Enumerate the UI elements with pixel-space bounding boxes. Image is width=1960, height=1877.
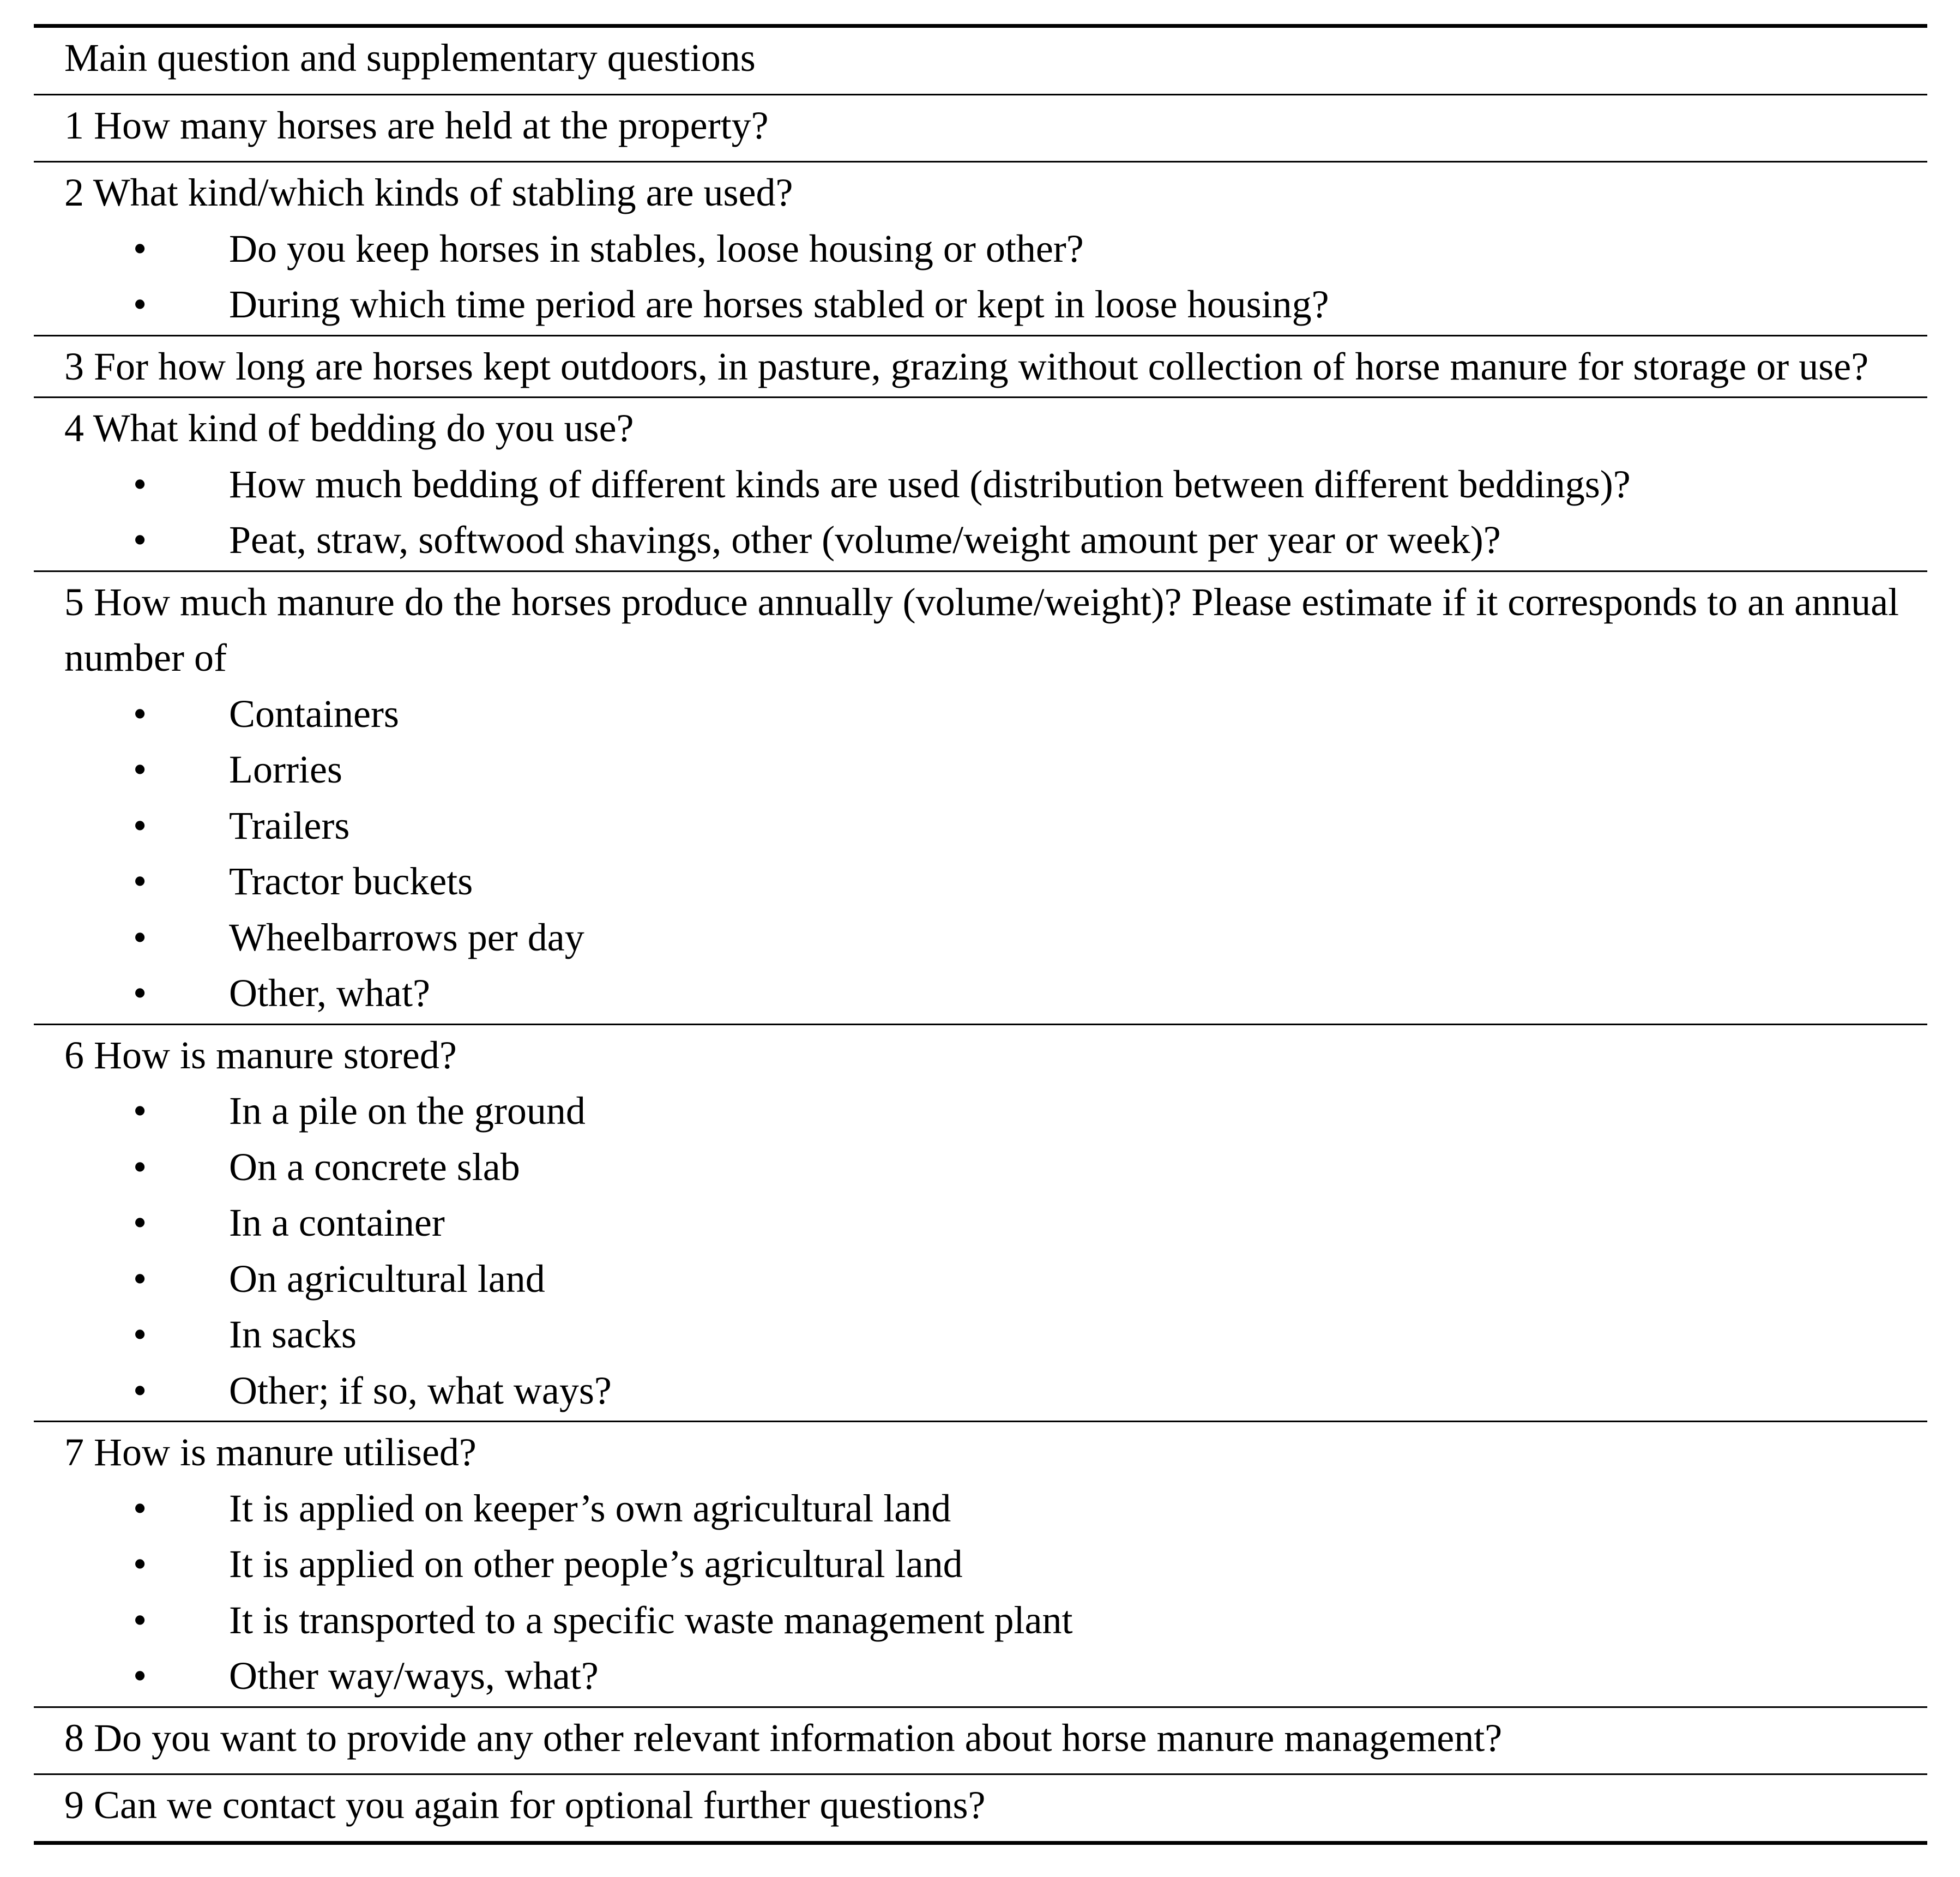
list-item [64, 1648, 1905, 1704]
list-item [64, 221, 1905, 277]
question-row-4 [34, 396, 1927, 570]
question-text: 6 How is manure stored? [64, 1033, 457, 1077]
list-item [64, 1195, 1905, 1251]
list-item [64, 965, 1905, 1021]
bullet-icon: • [133, 691, 147, 736]
list-item [64, 1251, 1905, 1307]
list-item [64, 1363, 1905, 1419]
bullet-icon: • [133, 803, 147, 847]
list-item-text: Other way/ways, what? [229, 1654, 599, 1698]
table-header [34, 28, 1927, 94]
bullet-icon: • [133, 1201, 147, 1244]
question-text: 1 How many horses are held at the property? [64, 103, 769, 147]
question-row-3 [34, 335, 1927, 397]
question-row-6 [34, 1024, 1927, 1421]
bullet-icon: • [133, 518, 147, 562]
question-text: 5 How much manure do the horses produce annually (volume/weight)? Please estimate if it corresponds to an annual number of [64, 580, 1899, 679]
list-item [64, 1307, 1905, 1363]
bullet-icon: • [133, 1368, 147, 1412]
list-item-text: Peat, straw, softwood shavings, other (volume/weight amount per year or week)? [229, 518, 1501, 562]
supplementary-list [64, 1083, 1905, 1418]
list-item-text: Wheelbarrows per day [229, 915, 584, 959]
question-row-2 [34, 161, 1927, 335]
list-item [64, 910, 1905, 966]
table-header-label: Main question and supplementary questions [64, 36, 756, 80]
question-row-7 [34, 1421, 1927, 1706]
supplementary-list [64, 686, 1905, 1021]
list-item [64, 853, 1905, 910]
bullet-icon: • [133, 748, 147, 791]
list-item [64, 1536, 1905, 1592]
bullet-icon: • [133, 971, 147, 1015]
list-item [64, 798, 1905, 854]
list-item-text: Do you keep horses in stables, loose housing or other? [229, 226, 1084, 270]
list-item-text: It is applied on other people’s agricultural land [229, 1542, 963, 1586]
list-item [64, 1592, 1905, 1649]
bullet-icon: • [133, 859, 147, 903]
question-text: 4 What kind of bedding do you use? [64, 406, 634, 450]
bullet-icon: • [133, 282, 147, 326]
list-item [64, 1139, 1905, 1195]
question-text: 9 Can we contact you again for optional further questions? [64, 1783, 986, 1827]
list-item-text: Containers [229, 691, 399, 736]
list-item [64, 512, 1905, 568]
list-item [64, 1481, 1905, 1537]
list-item-text: It is transported to a specific waste management plant [229, 1598, 1073, 1642]
question-text: 8 Do you want to provide any other relevant information about horse manure management? [64, 1716, 1503, 1760]
bullet-icon: • [133, 1654, 147, 1698]
bullet-icon: • [133, 915, 147, 959]
bullet-icon: • [133, 1486, 147, 1530]
list-item-text: Tractor buckets [229, 859, 473, 903]
list-item-text: It is applied on keeper’s own agricultural land [229, 1486, 951, 1530]
list-item [64, 456, 1905, 513]
question-row-5 [34, 570, 1927, 1024]
list-item-text: Lorries [229, 748, 342, 791]
supplementary-list [64, 456, 1905, 568]
list-item-text: Other; if so, what ways? [229, 1368, 612, 1412]
list-item-text: On agricultural land [229, 1256, 545, 1301]
list-item-text: During which time period are horses stabled or kept in loose housing? [229, 282, 1329, 326]
question-row-1 [34, 94, 1927, 161]
bullet-icon: • [133, 226, 147, 270]
bullet-icon: • [133, 1542, 147, 1586]
questions-table [34, 24, 1927, 1845]
question-row-8 [34, 1706, 1927, 1774]
list-item-text: On a concrete slab [229, 1145, 520, 1189]
list-item-text: How much bedding of different kinds are used (distribution between different beddings)? [229, 462, 1631, 506]
question-text: 3 For how long are horses kept outdoors, in pasture, grazing without collection of horse manure for storage or use? [64, 344, 1869, 388]
supplementary-list [64, 221, 1905, 333]
bullet-icon: • [133, 1256, 147, 1301]
list-item [64, 686, 1905, 742]
question-text: 2 What kind/which kinds of stabling are used? [64, 171, 793, 214]
list-item [64, 1083, 1905, 1139]
list-item-text: In a pile on the ground [229, 1089, 586, 1133]
list-item-text: In a container [229, 1201, 445, 1244]
bullet-icon: • [133, 1598, 147, 1642]
supplementary-list [64, 1481, 1905, 1704]
list-item [64, 742, 1905, 798]
question-row-9 [34, 1773, 1927, 1841]
bullet-icon: • [133, 462, 147, 506]
list-item-text: In sacks [229, 1313, 357, 1356]
list-item [64, 276, 1905, 333]
question-text: 7 How is manure utilised? [64, 1430, 477, 1474]
bullet-icon: • [133, 1145, 147, 1189]
bullet-icon: • [133, 1089, 147, 1133]
bullet-icon: • [133, 1313, 147, 1356]
list-item-text: Other, what? [229, 971, 430, 1015]
list-item-text: Trailers [229, 803, 350, 847]
